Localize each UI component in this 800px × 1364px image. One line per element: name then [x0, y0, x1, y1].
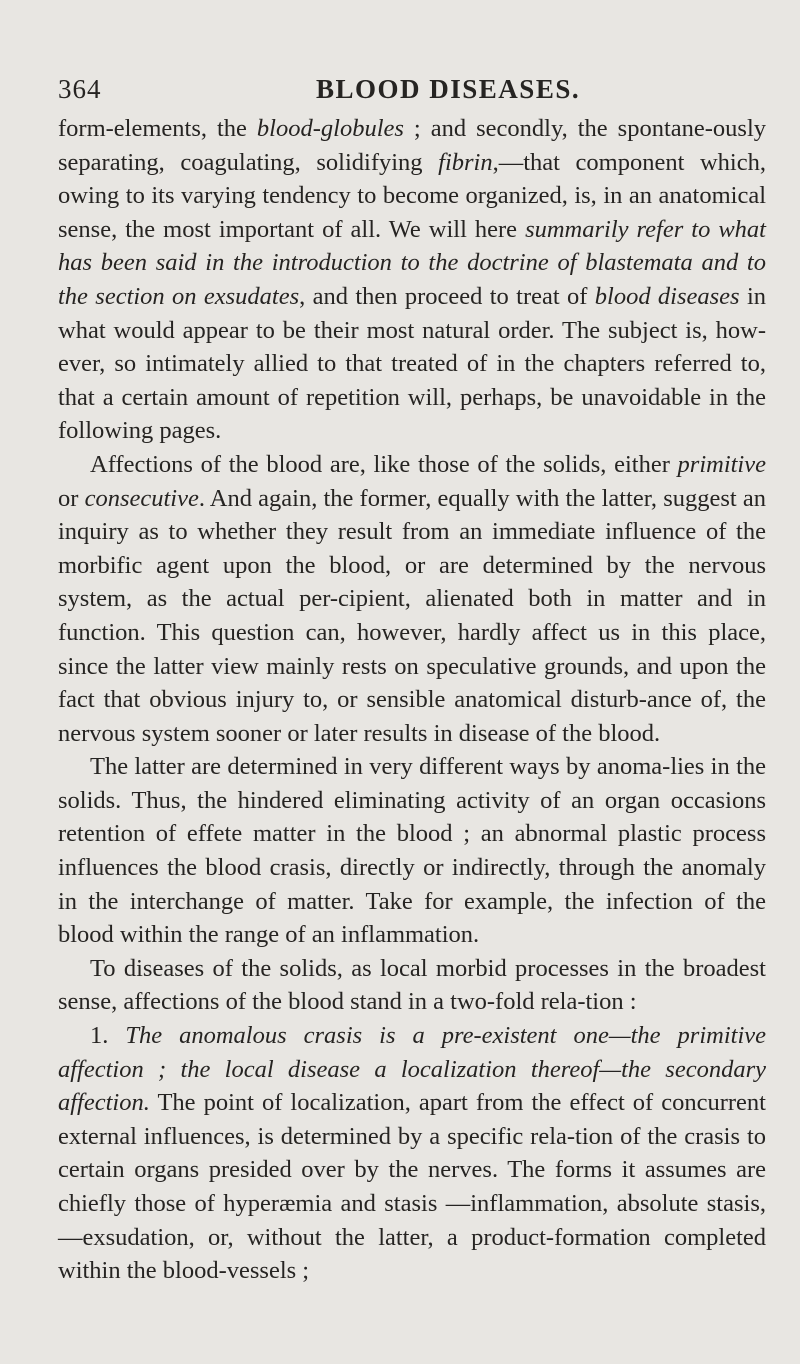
text-run: form-elements, the: [58, 115, 257, 142]
text-run: in what would appear to be their most natural order. The subject is, how-ever, so intimately allied to that treated of in the chapters referred to, that a certain amount of repetition will, perhaps, be unavoidable in the following pages.: [58, 282, 767, 445]
running-title: BLOOD DISEASES.: [316, 74, 581, 104]
italic-text: blood diseases: [594, 282, 740, 310]
text-run: To diseases of the solids, as local morbid processes in the broadest sense, affections of the blood stand in a two-fold rela-tion :: [58, 954, 766, 1016]
paragraph: [58, 952, 766, 1019]
text-run: The point of localization, apart from the effect of concurrent external influences, is determined by a specific rela-tion of the crasis to certain organs presided over by the nerves. The forms it assumes are chiefly those of hyperæmia and stasis —inflammation, absolute stasis,—exsudation, or, without the latter, a product-formation completed within the blood-vessels ;: [58, 1089, 766, 1285]
text-run: . And again, the former, equally with the latter, suggest an inquiry as to whether they result from an immediate influence of the morbific agent upon the blood, or are determined by the nervous system, as the actual per-cipient, alienated both in matter and in function. This question can, however, hardly affect us in this place, since the latter view mainly rests on speculative grounds, and upon the fact that obvious injury to, or sensible anatomical disturb-ance of, the nervous system sooner or later results in disease of the blood.: [58, 484, 766, 747]
body-text: [58, 112, 766, 1288]
text-run: Affections of the blood are, like those of the solids, either: [90, 450, 678, 478]
paragraph: [58, 750, 766, 952]
running-head: [58, 74, 766, 114]
italic-text: summarily refer to what has been said in the introduction to the doctrine of blastemata and to the section on exsudates: [58, 215, 766, 310]
italic-text: consecutive: [84, 484, 199, 512]
text-run: ,—that component which, owing to its varying tendency to become organized, is, in an anatomical sense, the most important of all. We will here: [58, 148, 766, 243]
italic-text: blood-globules: [256, 115, 404, 142]
italic-text: primitive: [677, 450, 766, 478]
text-run: or: [58, 484, 85, 512]
numbered-paragraph: [58, 1019, 766, 1288]
italic-text: fibrin: [438, 148, 493, 176]
page-number: 364: [58, 74, 102, 104]
text-run: The latter are determined in very different ways by anoma-lies in the solids. Thus, the hindered eliminating activity of an organ occasions retention of effete matter in the blood ; an abnormal plastic process influences the blood crasis, directly or indirectly, through the anomaly in the interchange of matter. Take for example, the infection of the blood within the range of an inflammation.: [58, 753, 766, 949]
text-run: , and then proceed to treat of: [299, 282, 595, 310]
text-run: 1.: [90, 1022, 126, 1050]
paragraph: [58, 448, 766, 750]
italic-text: The anomalous crasis is a pre-existent one—the primitive affection ; the local disease a localization thereof—the secondary affection.: [58, 1022, 766, 1117]
text-run: ; and secondly, the spontane-ously separating, coagulating, solidifying: [58, 115, 766, 176]
paragraph: [58, 112, 766, 448]
